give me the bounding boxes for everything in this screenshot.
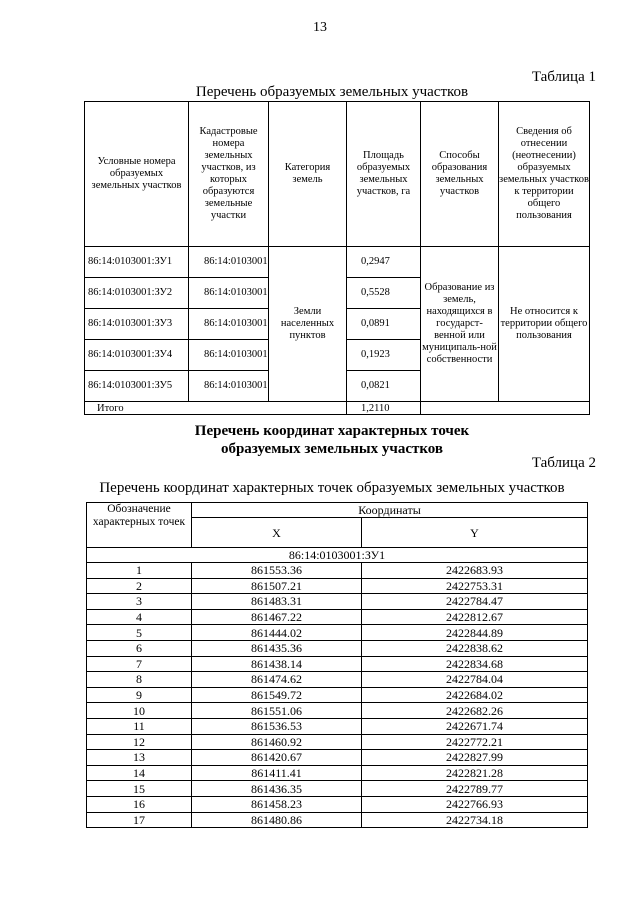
table-row xyxy=(87,640,588,656)
header-point-designation: Обозначение характерных точек xyxy=(87,503,192,548)
plot-row xyxy=(87,548,588,563)
table2-caption: Перечень координат характерных точек образуемых земельных участков xyxy=(99,480,565,496)
table-row xyxy=(87,578,588,594)
header-y: Y xyxy=(362,518,588,548)
coordinate-x: 861411.41 xyxy=(192,765,362,781)
table-row xyxy=(87,718,588,734)
total-empty-cell xyxy=(421,402,590,415)
table-row xyxy=(85,247,590,278)
table2-heading-line2: образуемых земельных участков xyxy=(220,441,444,457)
point-number: 17 xyxy=(87,812,192,828)
coordinate-x: 861483.31 xyxy=(192,594,362,610)
header-coordinates: Координаты xyxy=(192,503,588,518)
coordinate-x: 861438.14 xyxy=(192,656,362,672)
coordinate-y: 2422683.93 xyxy=(362,563,588,579)
plot-area: 0,1923 xyxy=(347,340,421,371)
land-plots-table xyxy=(84,101,590,415)
table1-total-row xyxy=(85,402,590,415)
table2-header-row xyxy=(87,503,588,518)
total-label: Итого xyxy=(85,402,347,415)
table-row xyxy=(87,672,588,688)
coordinate-y: 2422812.67 xyxy=(362,609,588,625)
table2-heading-line1: Перечень координат характерных точек xyxy=(194,423,470,439)
table-row xyxy=(87,781,588,797)
table-row xyxy=(87,703,588,719)
coordinate-x: 861420.67 xyxy=(192,750,362,766)
cadastral-number: 86:14:0103001 xyxy=(189,309,269,340)
table1-label: Таблица 1 xyxy=(531,69,596,85)
formation-method: Образование из земель, находящихся в государст-венной или муниципаль-ной собственности xyxy=(421,247,499,402)
point-number: 9 xyxy=(87,687,192,703)
table-row xyxy=(87,563,588,579)
coordinate-x: 861460.92 xyxy=(192,734,362,750)
point-number: 12 xyxy=(87,734,192,750)
cadastral-number: 86:14:0103001 xyxy=(189,340,269,371)
point-number: 10 xyxy=(87,703,192,719)
point-number: 14 xyxy=(87,765,192,781)
coordinate-x: 861549.72 xyxy=(192,687,362,703)
coordinate-x: 861536.53 xyxy=(192,718,362,734)
coordinate-y: 2422827.99 xyxy=(362,750,588,766)
lot-number: 86:14:0103001:ЗУ4 xyxy=(85,340,189,371)
coordinate-y: 2422784.47 xyxy=(362,594,588,610)
table-row xyxy=(87,796,588,812)
coordinate-x: 861467.22 xyxy=(192,609,362,625)
point-number: 1 xyxy=(87,563,192,579)
table-row xyxy=(87,594,588,610)
plot-area: 0,0891 xyxy=(347,309,421,340)
coordinate-y: 2422734.18 xyxy=(362,812,588,828)
header-area: Площадь образуемых земельных участков, га xyxy=(347,102,421,247)
table-row xyxy=(87,656,588,672)
coordinates-table xyxy=(86,502,588,828)
plot-area: 0,5528 xyxy=(347,278,421,309)
header-public-use: Сведения об отнесении (неотнесении) образуемых земельных участков к территории общего пользования xyxy=(499,102,590,247)
lot-number: 86:14:0103001:ЗУ5 xyxy=(85,371,189,402)
cadastral-number: 86:14:0103001 xyxy=(189,278,269,309)
point-number: 3 xyxy=(87,594,192,610)
points-list xyxy=(87,563,588,828)
point-number: 8 xyxy=(87,672,192,688)
coordinate-y: 2422766.93 xyxy=(362,796,588,812)
coordinate-y: 2422784.04 xyxy=(362,672,588,688)
table-row xyxy=(87,734,588,750)
table2-heading xyxy=(0,422,640,458)
point-number: 7 xyxy=(87,656,192,672)
header-formation-method: Способы образования земельных участков xyxy=(421,102,499,247)
coordinate-y: 2422772.21 xyxy=(362,734,588,750)
table-row xyxy=(87,765,588,781)
table1-header-row xyxy=(85,102,590,247)
point-number: 6 xyxy=(87,640,192,656)
point-number: 5 xyxy=(87,625,192,641)
coordinate-y: 2422789.77 xyxy=(362,781,588,797)
coordinate-x: 861480.86 xyxy=(192,812,362,828)
coordinate-y: 2422844.89 xyxy=(362,625,588,641)
coordinate-x: 861436.35 xyxy=(192,781,362,797)
coordinate-y: 2422671.74 xyxy=(362,718,588,734)
table-row xyxy=(87,812,588,828)
point-number: 2 xyxy=(87,578,192,594)
header-cadastral-number: Кадастровые номера земельных участков, из которых образуются земельные участки xyxy=(189,102,269,247)
coordinate-y: 2422821.28 xyxy=(362,765,588,781)
cadastral-number: 86:14:0103001 xyxy=(189,371,269,402)
table-row xyxy=(87,750,588,766)
table2-label: Таблица 2 xyxy=(531,455,596,471)
table-row xyxy=(87,609,588,625)
coordinate-y: 2422682.26 xyxy=(362,703,588,719)
point-number: 16 xyxy=(87,796,192,812)
land-category: Земли населенных пунктов xyxy=(269,247,347,402)
table-row xyxy=(87,625,588,641)
plot-area: 0,2947 xyxy=(347,247,421,278)
coordinate-x: 861435.36 xyxy=(192,640,362,656)
point-number: 13 xyxy=(87,750,192,766)
point-number: 11 xyxy=(87,718,192,734)
lot-number: 86:14:0103001:ЗУ1 xyxy=(85,247,189,278)
coordinate-x: 861553.36 xyxy=(192,563,362,579)
header-land-category: Категория земель xyxy=(269,102,347,247)
header-lot-number: Условные номера образуемых земельных участков xyxy=(85,102,189,247)
header-x: X xyxy=(192,518,362,548)
plot-number: 86:14:0103001:ЗУ1 xyxy=(87,548,588,563)
plot-area: 0,0821 xyxy=(347,371,421,402)
coordinate-y: 2422834.68 xyxy=(362,656,588,672)
coordinate-x: 861458.23 xyxy=(192,796,362,812)
public-use-status: Не относится к территории общего пользования xyxy=(499,247,590,402)
coordinate-x: 861507.21 xyxy=(192,578,362,594)
coordinate-y: 2422684.02 xyxy=(362,687,588,703)
point-number: 4 xyxy=(87,609,192,625)
coordinate-x: 861444.02 xyxy=(192,625,362,641)
coordinate-x: 861551.06 xyxy=(192,703,362,719)
lot-number: 86:14:0103001:ЗУ3 xyxy=(85,309,189,340)
table1-caption: Перечень образуемых земельных участков xyxy=(195,84,469,100)
page-number: 13 xyxy=(313,20,327,35)
cadastral-number: 86:14:0103001 xyxy=(189,247,269,278)
coordinate-y: 2422838.62 xyxy=(362,640,588,656)
coordinate-y: 2422753.31 xyxy=(362,578,588,594)
table-row xyxy=(87,687,588,703)
point-number: 15 xyxy=(87,781,192,797)
total-area: 1,2110 xyxy=(347,402,421,415)
lot-number: 86:14:0103001:ЗУ2 xyxy=(85,278,189,309)
coordinate-x: 861474.62 xyxy=(192,672,362,688)
